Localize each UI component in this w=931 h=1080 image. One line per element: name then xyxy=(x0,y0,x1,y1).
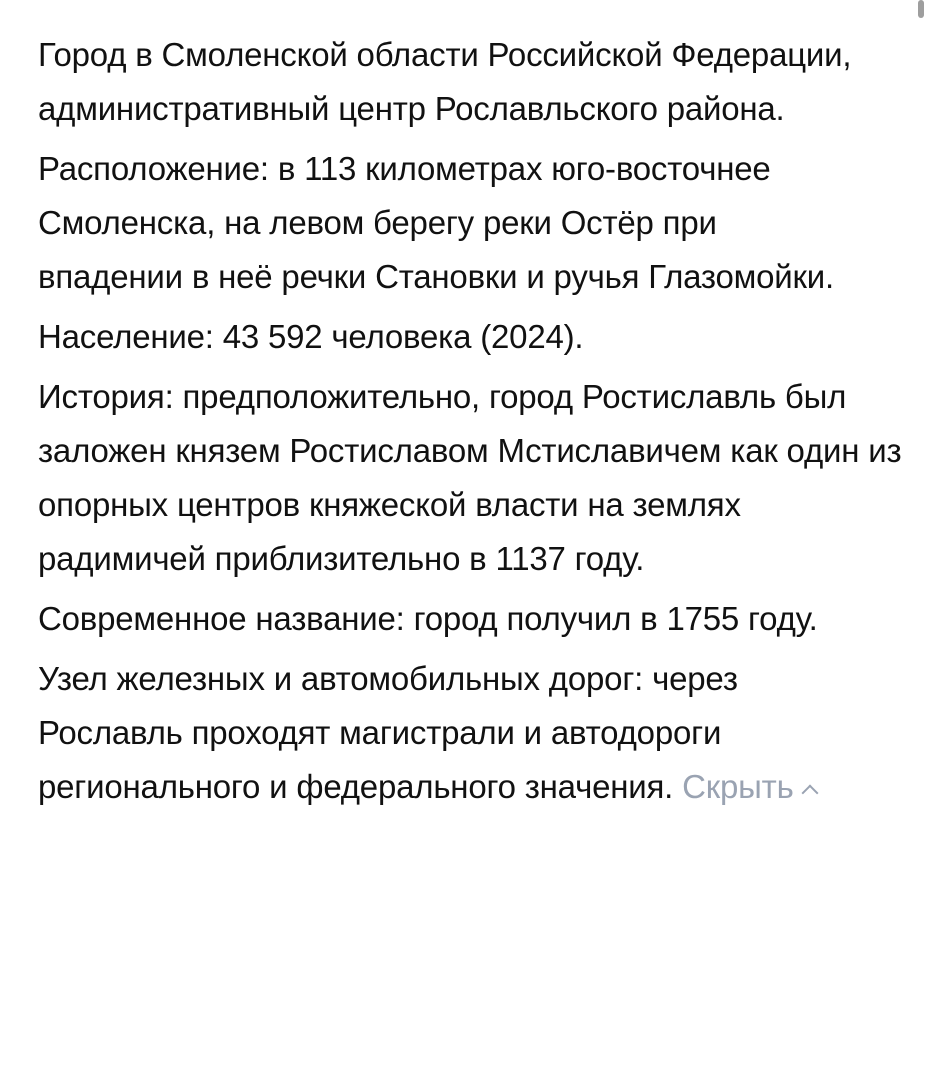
paragraph-history: История: предположительно, город Ростиславль был заложен князем Ростиславом Мстиславичем как один из опорных центров княжеской власти на землях радимичей приблизительно в 1137 году. xyxy=(38,378,902,577)
paragraph-transport-hub xyxy=(38,652,878,814)
article-body xyxy=(38,28,908,820)
hide-label: Скрыть xyxy=(682,768,794,805)
chevron-up-icon xyxy=(801,785,818,802)
paragraph-location: Расположение: в 113 километрах юго-восточнее Смоленска, на левом берегу реки Остёр при впадении в неё речки Становки и ручья Глазомойки. xyxy=(38,150,834,295)
paragraph-population: Население: 43 592 человека (2024). xyxy=(38,318,584,355)
hide-button[interactable] xyxy=(682,768,815,805)
paragraph-modern-name: Современное название: город получил в 1755 году. xyxy=(38,600,818,637)
paragraph-description: Город в Смоленской области Российской Федерации, административный центр Рославльского района. xyxy=(38,36,852,127)
scrollbar-thumb[interactable] xyxy=(918,0,924,18)
paragraph-transport-text: Узел железных и автомобильных дорог: через Рославль проходят магистрали и автодороги регионального и федерального значения. xyxy=(38,660,738,805)
